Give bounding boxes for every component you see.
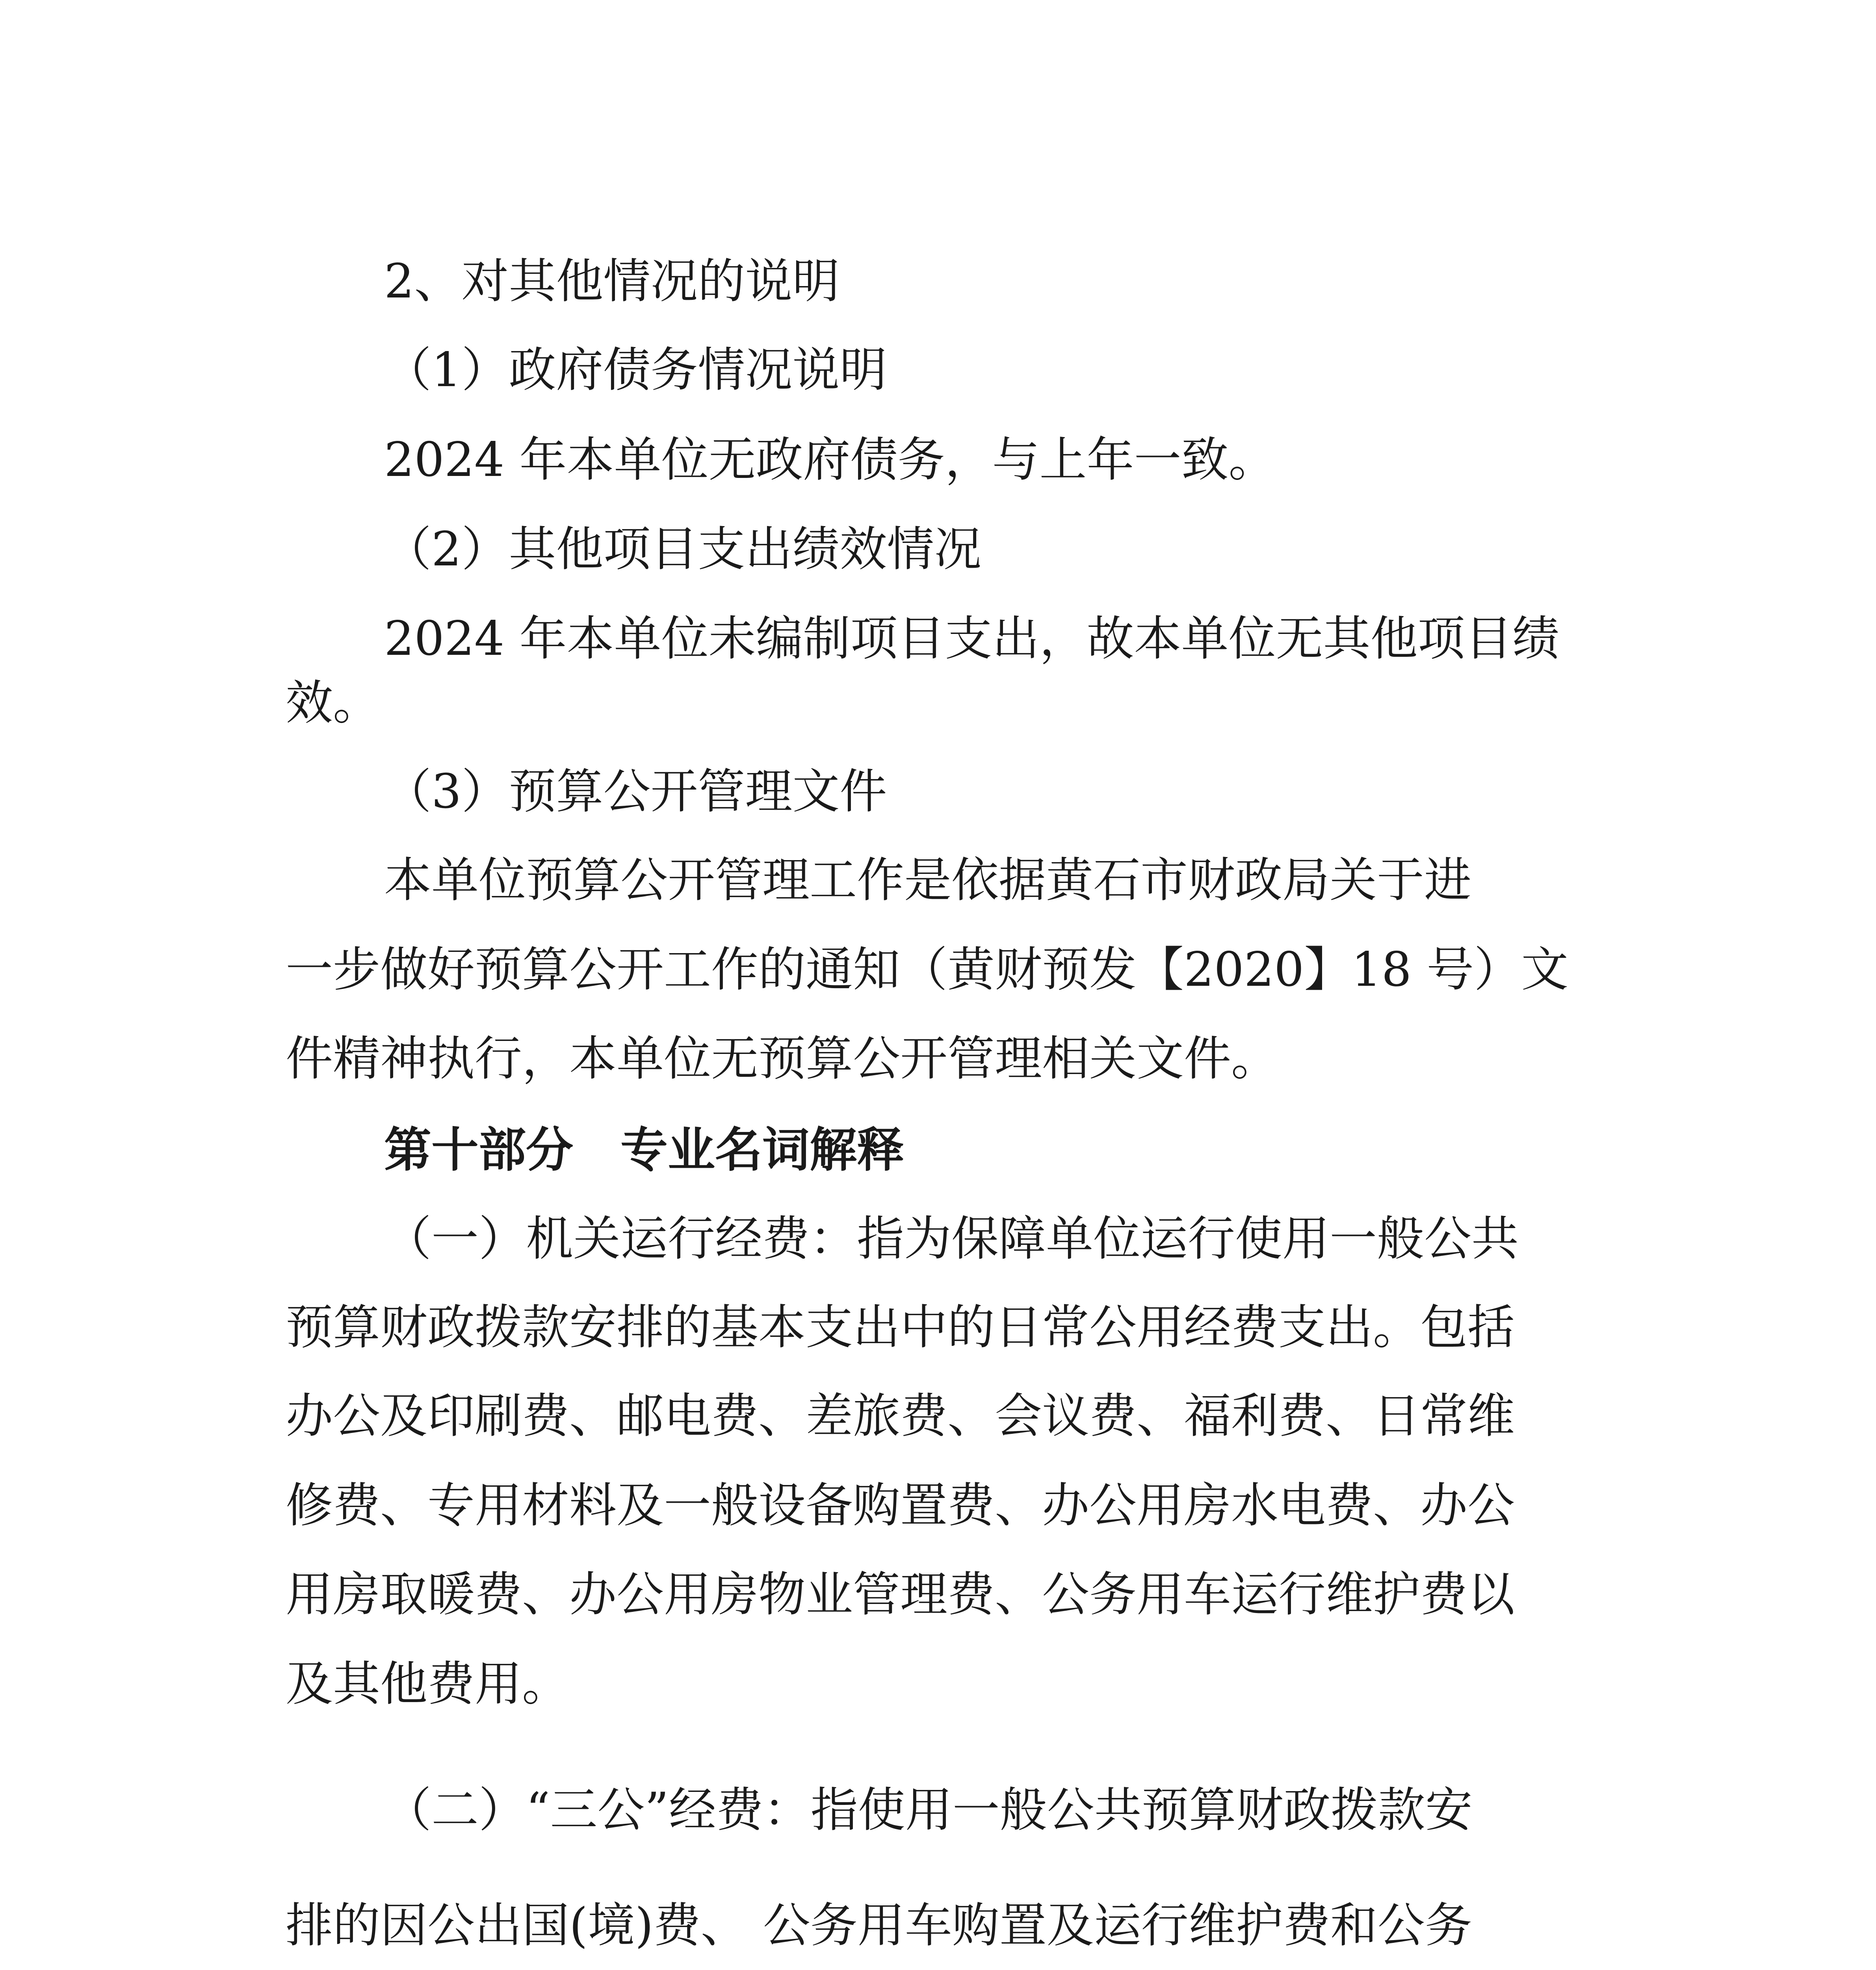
subsection-1-title: （1）政府债务情况说明 [384, 343, 887, 398]
definition-2-line: 排的因公出国(境)费、 公务用车购置及运行维护费和公务 [286, 1898, 1472, 1953]
definition-1-line: （一）机关运行经费：指为保障单位运行使用一般公共 [384, 1212, 1519, 1266]
paragraph-line: 2024 年本单位无政府债务，与上年一致。 [384, 433, 1276, 487]
definition-1-line: 及其他费用。 [286, 1657, 569, 1712]
definition-1-line: 预算财政拨款安排的基本支出中的日常公用经费支出。包括 [286, 1300, 1515, 1355]
definition-2-line: （二）“三公”经费：指使用一般公共预算财政拨款安 [384, 1783, 1473, 1838]
subsection-2-title: （2）其他项目支出绩效情况 [384, 522, 982, 577]
definition-1-line: 用房取暖费、办公用房物业管理费、公务用车运行维护费以 [286, 1567, 1515, 1622]
paragraph-line: 件精神执行，本单位无预算公开管理相关文件。 [286, 1031, 1278, 1086]
definition-1-line: 办公及印刷费、邮电费、差旅费、会议费、福利费、日常维 [286, 1389, 1515, 1444]
definition-1-line: 修费、专用材料及一般设备购置费、办公用房水电费、办公 [286, 1478, 1515, 1533]
paragraph-line: 本单位预算公开管理工作是依据黄石市财政局关于进 [384, 853, 1471, 908]
section-item-2-title: 2、对其他情况的说明 [384, 254, 840, 309]
paragraph-line: 2024 年本单位未编制项目支出，故本单位无其他项目绩 [384, 611, 1560, 666]
subsection-3-title: （3）预算公开管理文件 [384, 764, 887, 819]
paragraph-line: 效。 [286, 676, 380, 730]
part-ten-heading: 第十部分 专业名词解释 [384, 1123, 904, 1178]
paragraph-line: 一步做好预算公开工作的通知（黄财预发【2020】18 号）文 [286, 942, 1569, 997]
